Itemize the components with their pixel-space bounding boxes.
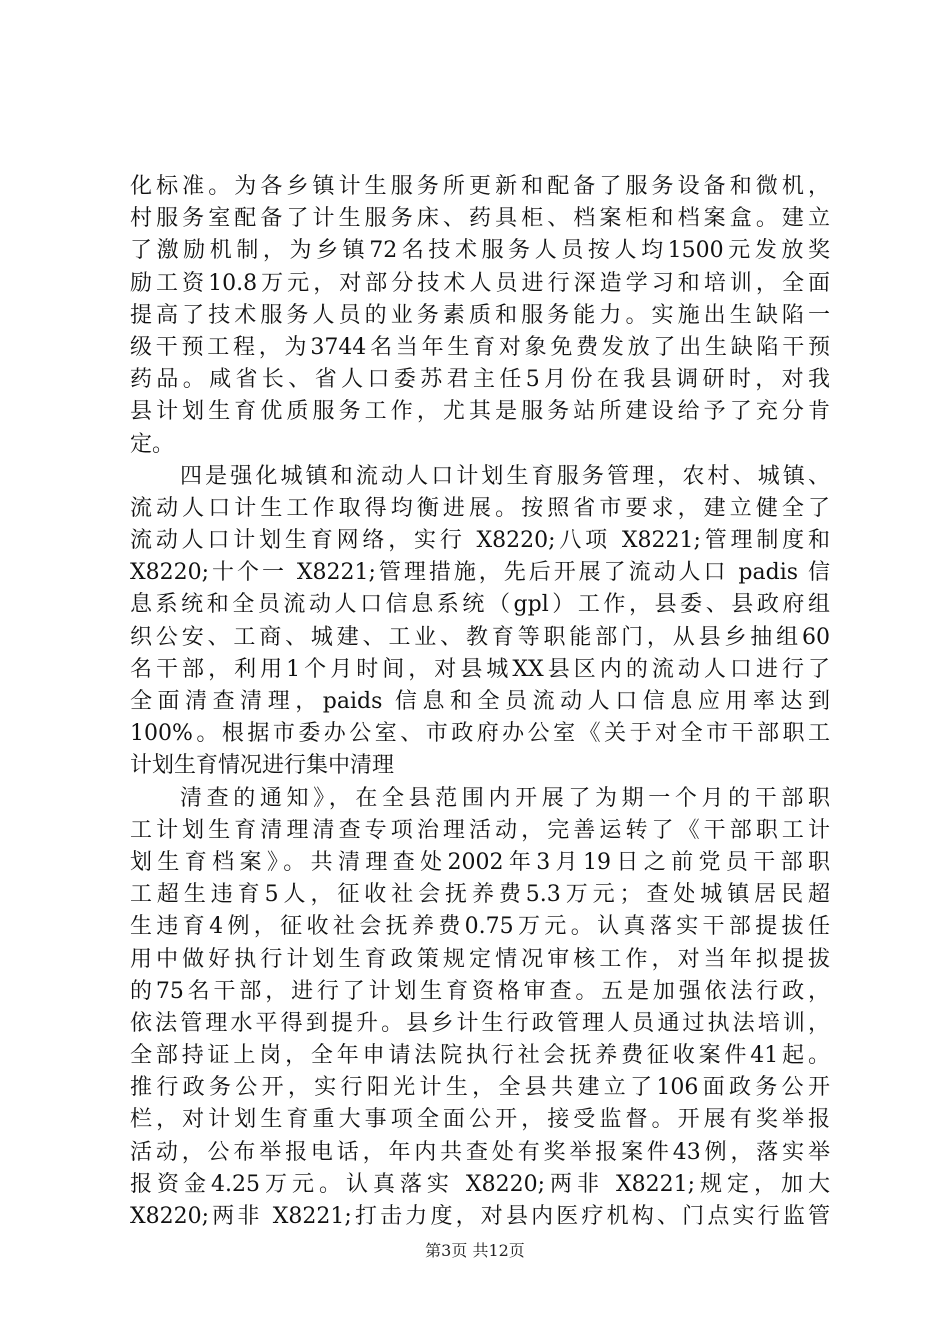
text-line: 100%。根据市委办公室、市政府办公室《关于对全市干部职工 — [130, 721, 830, 747]
text-line: 流动人口计划生育网络，实行 X8220;八项 X8221;管理制度和 — [130, 528, 830, 554]
text-line: 药品。咸省长、省人口委苏君主任5月份在我县调研时，对我 — [130, 367, 830, 393]
text-line: 划生育档案》。共清理查处2002年3月19日之前党员干部职 — [130, 849, 830, 875]
text-line: 了激励机制，为乡镇72名技术服务人员按人均1500元发放奖 — [130, 238, 830, 264]
text-line: 流动人口计生工作取得均衡进展。按照省市要求，建立健全了 — [130, 495, 830, 521]
text-line: 全面清查清理，paids 信息和全员流动人口信息应用率达到 — [130, 689, 830, 714]
text-line: 推行政务公开，实行阳光计生，全县共建立了106面政务公开 — [130, 1075, 830, 1101]
text-line: 报资金4.25万元。认真落实 X8220;两非 X8221;规定，加大 — [130, 1171, 830, 1197]
text-line: 定。 — [130, 431, 175, 457]
text-line: X8220;十个一 X8221;管理措施，先后开展了流动人口 padis 信 — [130, 560, 830, 586]
text-line: 县计划生育优质服务工作，尤其是服务站所建设给予了充分肯 — [130, 399, 830, 425]
document-body — [130, 171, 830, 1233]
text-line: 用中做好执行计划生育政策规定情况审核工作，对当年拟提拔 — [130, 946, 830, 972]
text-line: 清查的通知》，在全县范围内开展了为期一个月的干部职 — [180, 785, 830, 811]
text-line: 工超生违育5人，征收社会抚养费5.3万元；查处城镇居民超 — [130, 882, 830, 908]
text-line: 息系统和全员流动人口信息系统（gpl）工作，县委、县政府组 — [130, 592, 830, 618]
text-line: 全部持证上岗，全年申请法院执行社会抚养费征收案件41起。 — [130, 1043, 830, 1069]
text-line: 励工资10.8万元，对部分技术人员进行深造学习和培训，全面 — [130, 270, 830, 296]
text-line: 活动，公布举报电话，年内共查处有奖举报案件43例，落实举 — [130, 1139, 830, 1165]
text-line: 四是强化城镇和流动人口计划生育服务管理，农村、城镇、 — [180, 463, 830, 489]
page-number-footer: 第3页 共12页 — [425, 1241, 525, 1260]
text-line: 的75名干部，进行了计划生育资格审查。五是加强依法行政， — [130, 978, 830, 1004]
text-line: 栏，对计划生育重大事项全面公开，接受监督。开展有奖举报 — [130, 1107, 830, 1133]
text-line: 化标准。为各乡镇计生服务所更新和配备了服务设备和微机， — [130, 174, 830, 199]
text-line: 村服务室配备了计生服务床、药具柜、档案柜和档案盒。建立 — [130, 206, 830, 232]
text-line: X8220;两非 X8221;打击力度，对县内医疗机构、门点实行监管 — [130, 1204, 830, 1229]
text-line: 生违育4例，征收社会抚养费0.75万元。认真落实干部提拔任 — [130, 914, 830, 940]
text-line: 计划生育情况进行集中清理 — [130, 753, 395, 779]
text-line: 工计划生育清理清查专项治理活动，完善运转了《干部职工计 — [130, 817, 830, 843]
text-line: 提高了技术服务人员的业务素质和服务能力。实施出生缺陷一 — [130, 302, 830, 328]
text-line: 级干预工程，为3744名当年生育对象免费发放了出生缺陷干预 — [130, 334, 830, 360]
text-line: 名干部，利用1个月时间，对县城XX县区内的流动人口进行了 — [130, 656, 830, 682]
text-line: 依法管理水平得到提升。县乡计生行政管理人员通过执法培训， — [130, 1010, 830, 1036]
text-line: 织公安、工商、城建、工业、教育等职能部门，从县乡抽组60 — [130, 624, 830, 650]
